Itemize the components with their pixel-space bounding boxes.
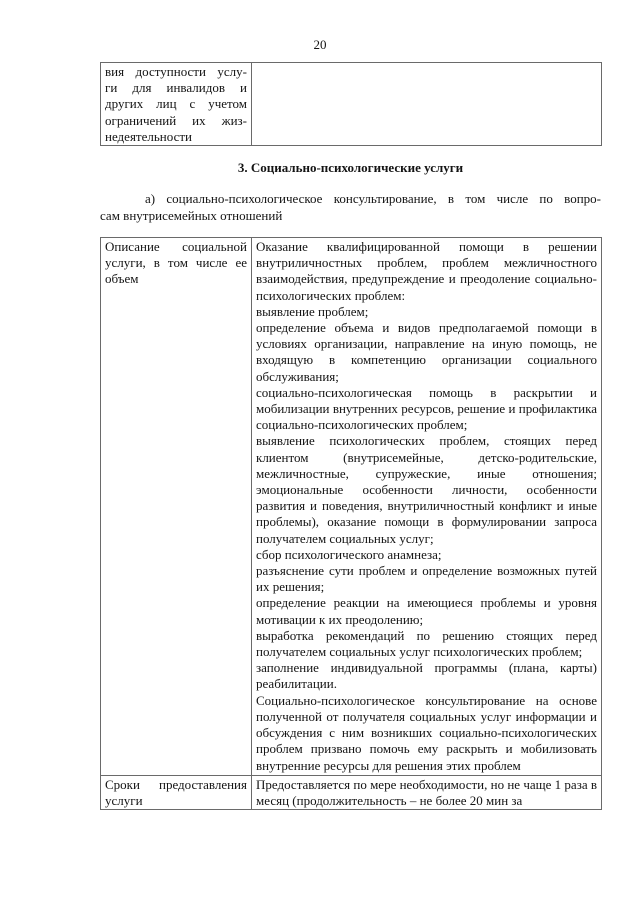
subsection-title	[100, 190, 601, 224]
table-row	[101, 63, 602, 146]
subsection-title-line: а) социально-психологическое консультирование, в том числе по вопро-	[145, 191, 601, 206]
section-title: 3. Социально-психологические услуги	[237, 160, 464, 175]
paragraph: социально-психологическая помощь в раскрытии и мобилизации внутренних ресурсов, решение и профилактика социально-психологических проблем;	[256, 384, 597, 433]
paragraph: выработка рекомендаций по решению стоящих перед получателем социальных услуг психологических проблем;	[256, 627, 597, 660]
paragraph: выявление проблем;	[256, 303, 369, 319]
paragraph: выявление психологических проблем, стоящих перед клиентом (внутрисемейные, детско-родительские, межличностные, супружеские, иные отношения; эмоциональные особенности личности, особенности развития и поведения, внутриличностный конфликт и иные проблемы), оказание помощи в формулировании запроса получателем социальных услуг;	[256, 433, 597, 546]
cell-line: ограничений их жиз-	[105, 112, 247, 128]
row-content	[252, 775, 602, 809]
paragraph: Социально-психологическое консультирование на основе полученной от получателя социальных услуг информации и обсуждения с ним возникших социально-психологических проблем призвано помочь ему раскрыть и мобилизовать внутренние ресурсы для решения этих проблем	[256, 692, 597, 773]
paragraph: разъяснение сути проблем и определение возможных путей их решения;	[256, 563, 597, 595]
row-content	[252, 238, 602, 776]
paragraph: заполнение индивидуальной программы (плана, карты) реабилитации.	[256, 660, 597, 692]
cell-line: других лиц с учетом	[105, 96, 247, 112]
row-label: Описание социальной услуги, в том числе ее объем	[101, 238, 252, 776]
cell-line: ги для инвалидов и	[105, 80, 247, 96]
table-row	[101, 238, 602, 776]
paragraph: Оказание квалифицированной помощи в решении внутриличностных проблем, проблем межличностного взаимодействия, предупреждение и преодоление социально-психологических проблем:	[256, 239, 597, 303]
table-cell-right	[252, 63, 602, 146]
cell-line: недеятельности	[105, 128, 192, 144]
paragraph: Предоставляется по мере необходимости, но не чаще 1 раза в месяц (продолжительность – не более 20 мин за	[256, 776, 597, 808]
row-label: Сроки предоставления услуги	[101, 775, 252, 809]
page-number: 20	[313, 37, 327, 52]
table-cell-left	[101, 63, 252, 146]
continuation-table	[100, 62, 602, 146]
cell-line: вия доступности услу-	[105, 64, 247, 79]
service-table	[100, 237, 602, 810]
paragraph: определение объема и видов предполагаемой помощи в условиях организации, направление на иную помощь, не входящую в компетенцию организации социального обслуживания;	[256, 320, 597, 384]
paragraph: определение реакции на имеющиеся проблемы и уровня мотивации к их преодолению;	[256, 595, 597, 627]
subsection-title-line: сам внутрисемейных отношений	[100, 208, 283, 223]
paragraph: сбор психологического анамнеза;	[256, 546, 442, 562]
table-row	[101, 775, 602, 809]
